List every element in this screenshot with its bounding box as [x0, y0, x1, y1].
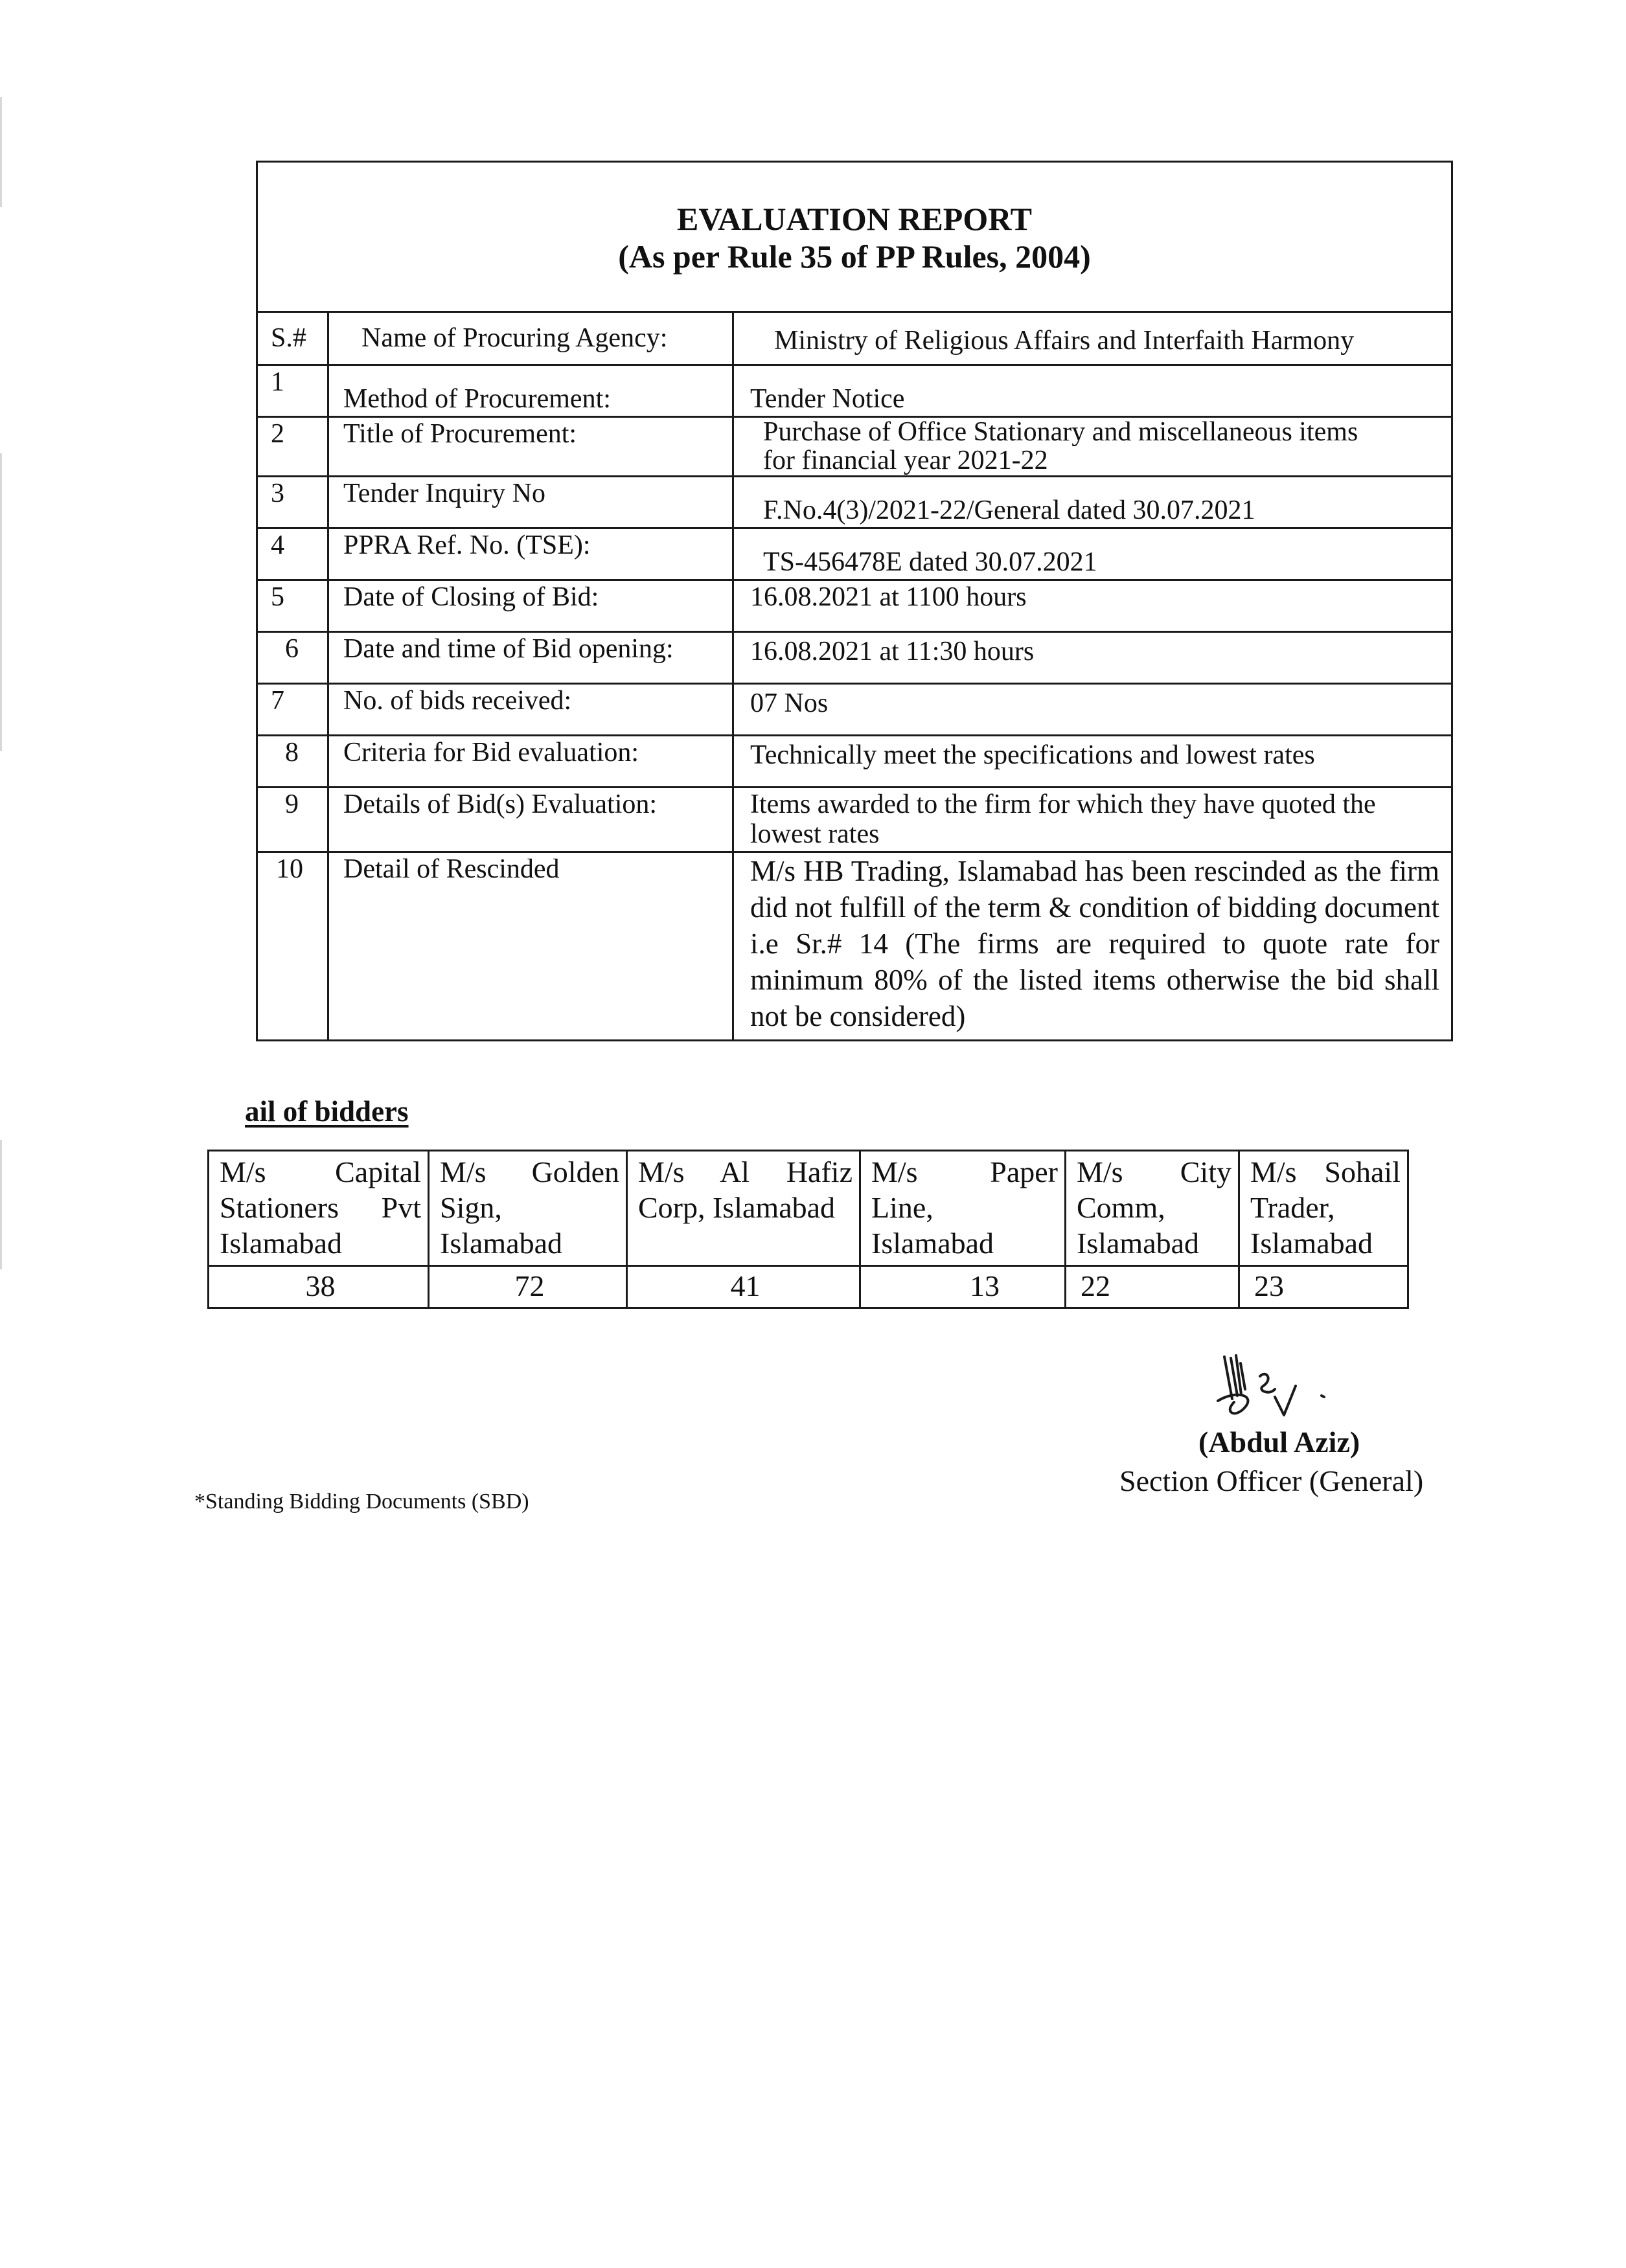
row-value: Items awarded to the firm for which they have quoted the lowest rates — [750, 789, 1376, 849]
bidder-count: 41 — [628, 1267, 861, 1307]
row-serial: 4 — [258, 529, 329, 579]
row-value: M/s HB Trading, Islamabad has been rescinded as the firm did not fulfill of the term & condition of bidding document i.e Sr.# 14 (The firms are required to quote rate for minimum 80% of the listed items otherwise the bid shall not be considered) — [750, 855, 1439, 1032]
row-label: Criteria for Bid evaluation: — [329, 736, 734, 786]
table-row — [258, 736, 1451, 788]
table-row — [258, 477, 1451, 529]
bidder-name: M/s Paper Line, Islamabad — [861, 1151, 1066, 1265]
row-value: 16.08.2021 at 1100 hours — [750, 582, 1027, 612]
row-serial: 3 — [258, 477, 329, 527]
row-serial: 2 — [258, 418, 329, 475]
row-label: Date of Closing of Bid: — [329, 581, 734, 631]
row-label: Detail of Rescinded — [329, 853, 734, 1039]
bidder-count: 72 — [429, 1267, 628, 1307]
row-serial: 8 — [258, 736, 329, 786]
row-value: 16.08.2021 at 11:30 hours — [750, 637, 1035, 666]
bidders-heading: ail of bidders — [245, 1095, 409, 1128]
row-value: Technically meet the specifications and lowest rates — [750, 740, 1315, 770]
report-subtitle: (As per Rule 35 of PP Rules, 2004) — [618, 238, 1091, 275]
procuring-agency-value: Ministry of Religious Affairs and Interfaith Harmony — [774, 326, 1355, 356]
bidder-name: M/s Sohail Trader, Islamabad — [1250, 1155, 1401, 1260]
row-serial: 5 — [258, 581, 329, 631]
footnote: *Standing Bidding Documents (SBD) — [194, 1490, 529, 1514]
table-row — [258, 366, 1451, 418]
table-row — [258, 853, 1451, 1039]
row-label: Tender Inquiry No — [329, 477, 734, 527]
row-value: TS-456478E dated 30.07.2021 — [763, 547, 1097, 577]
row-serial: 6 — [258, 633, 329, 683]
row-value: F.No.4(3)/2021-22/General dated 30.07.2021 — [763, 495, 1255, 525]
bidder-count: 38 — [209, 1267, 429, 1307]
scan-edge-mark — [0, 1140, 2, 1269]
bidder-counts-row — [209, 1267, 1407, 1307]
bidders-table — [207, 1150, 1409, 1309]
row-label: Method of Procurement: — [329, 366, 734, 416]
signatory-name: (Abdul Aziz) — [1198, 1425, 1360, 1458]
table-row — [258, 529, 1451, 581]
row-serial: 10 — [258, 853, 329, 1039]
serial-header: S.# — [258, 313, 329, 364]
row-value: Tender Notice — [750, 384, 905, 414]
table-header-row — [258, 313, 1451, 366]
table-row — [258, 685, 1451, 736]
row-label: No. of bids received: — [329, 685, 734, 734]
signatory-designation: Section Officer (General) — [1119, 1464, 1424, 1497]
row-serial: 9 — [258, 788, 329, 851]
bidder-name: M/s City Comm, Islamabad — [1066, 1151, 1240, 1265]
scan-edge-mark — [0, 453, 2, 751]
bidder-count: 22 — [1066, 1267, 1240, 1307]
row-value: Purchase of Office Stationary and miscellaneous items for financial year 2021-22 — [763, 417, 1358, 475]
scan-edge-mark — [0, 97, 2, 207]
row-value: 07 Nos — [750, 688, 829, 718]
row-label: PPRA Ref. No. (TSE): — [329, 529, 734, 579]
row-serial: 1 — [258, 366, 329, 416]
bidder-names-row — [209, 1151, 1407, 1267]
bidder-name: M/s Golden Sign, Islamabad — [429, 1151, 628, 1265]
table-row — [258, 633, 1451, 685]
table-row — [258, 788, 1451, 853]
table-row — [258, 418, 1451, 477]
bidder-name: M/s Capital Stationers Pvt Islamabad — [209, 1151, 429, 1265]
procuring-agency-label: Name of Procuring Agency: — [329, 313, 734, 364]
row-serial: 7 — [258, 685, 329, 734]
bidder-count: 23 — [1254, 1269, 1284, 1302]
row-label: Title of Procurement: — [329, 418, 734, 475]
table-row — [258, 581, 1451, 633]
report-header — [258, 163, 1451, 313]
bidder-count: 13 — [861, 1267, 1066, 1307]
evaluation-report-table — [256, 161, 1453, 1041]
row-label: Details of Bid(s) Evaluation: — [329, 788, 734, 851]
row-label: Date and time of Bid opening: — [329, 633, 734, 683]
bidder-name: M/s Al Hafiz Corp, Islamabad — [628, 1151, 861, 1265]
report-title: EVALUATION REPORT — [677, 201, 1032, 237]
